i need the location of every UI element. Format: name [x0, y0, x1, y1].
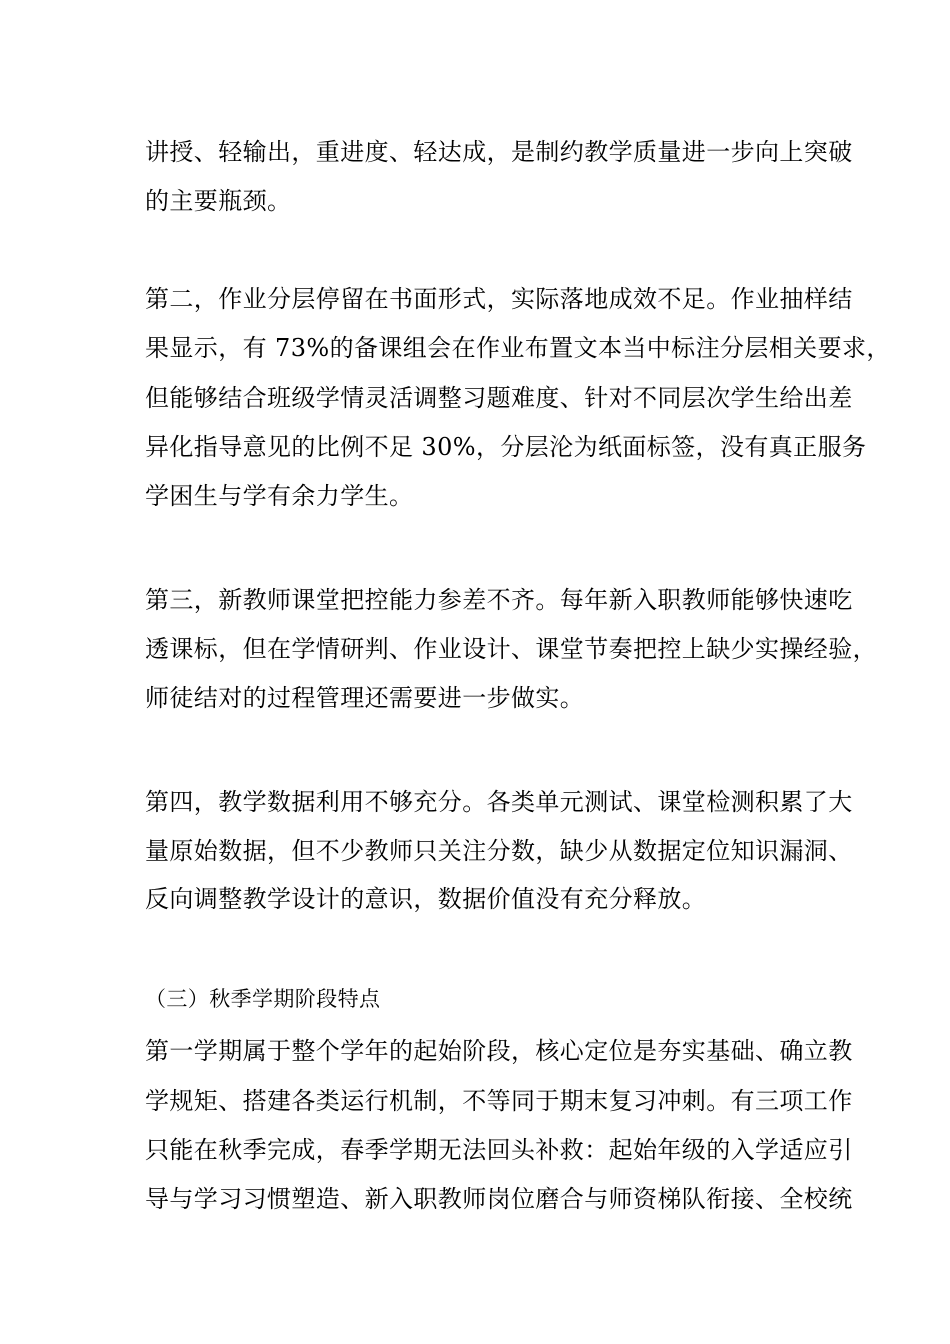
final-paragraph-line-1: 第一学期属于整个学年的起始阶段，核心定位是夯实基础、确立教 [145, 1037, 853, 1065]
final-paragraph-line-4: 导与学习习惯塑造、新入职教师岗位磨合与师资梯队衔接、全校统 [145, 1185, 853, 1213]
paragraph-4-line-3: 反向调整教学设计的意识，数据价值没有充分释放。 [145, 885, 707, 913]
paragraph-2-line-1: 第二，作业分层停留在书面形式，实际落地成效不足。作业抽样结 [145, 285, 853, 313]
paragraph-2-line-5: 学困生与学有余力学生。 [145, 482, 414, 510]
final-paragraph-line-2: 学规矩、搭建各类运行机制，不等同于期末复习冲刺。有三项工作 [145, 1087, 853, 1115]
paragraph-2-line-2: 果显示，有 73%的备课组会在作业布置文本当中标注分层相关要求， [145, 334, 891, 362]
paragraph-4-line-2: 量原始数据，但不少教师只关注分数，缺少从数据定位知识漏洞、 [145, 837, 853, 865]
paragraph-2-line-4: 异化指导意见的比例不足 30%，分层沦为纸面标签，没有真正服务 [145, 433, 867, 461]
final-paragraph-line-3: 只能在秋季完成，春季学期无法回头补救：起始年级的入学适应引 [145, 1136, 853, 1164]
paragraph-3-line-3: 师徒结对的过程管理还需要进一步做实。 [145, 684, 585, 712]
paragraph-1-line-1: 讲授、轻输出，重进度、轻达成，是制约教学质量进一步向上突破 [145, 138, 853, 166]
paragraph-4-line-1: 第四，教学数据利用不够充分。各类单元测试、课堂检测积累了大 [145, 788, 853, 816]
section-heading: （三）秋季学期阶段特点 [145, 987, 381, 1011]
paragraph-3-line-1: 第三，新教师课堂把控能力参差不齐。每年新入职教师能够快速吃 [145, 586, 853, 614]
paragraph-3-line-2: 透课标，但在学情研判、作业设计、课堂节奏把控上缺少实操经验， [145, 635, 877, 663]
paragraph-1-line-2: 的主要瓶颈。 [145, 187, 292, 215]
paragraph-2-line-3: 但能够结合班级学情灵活调整习题难度、针对不同层次学生给出差 [145, 384, 853, 412]
